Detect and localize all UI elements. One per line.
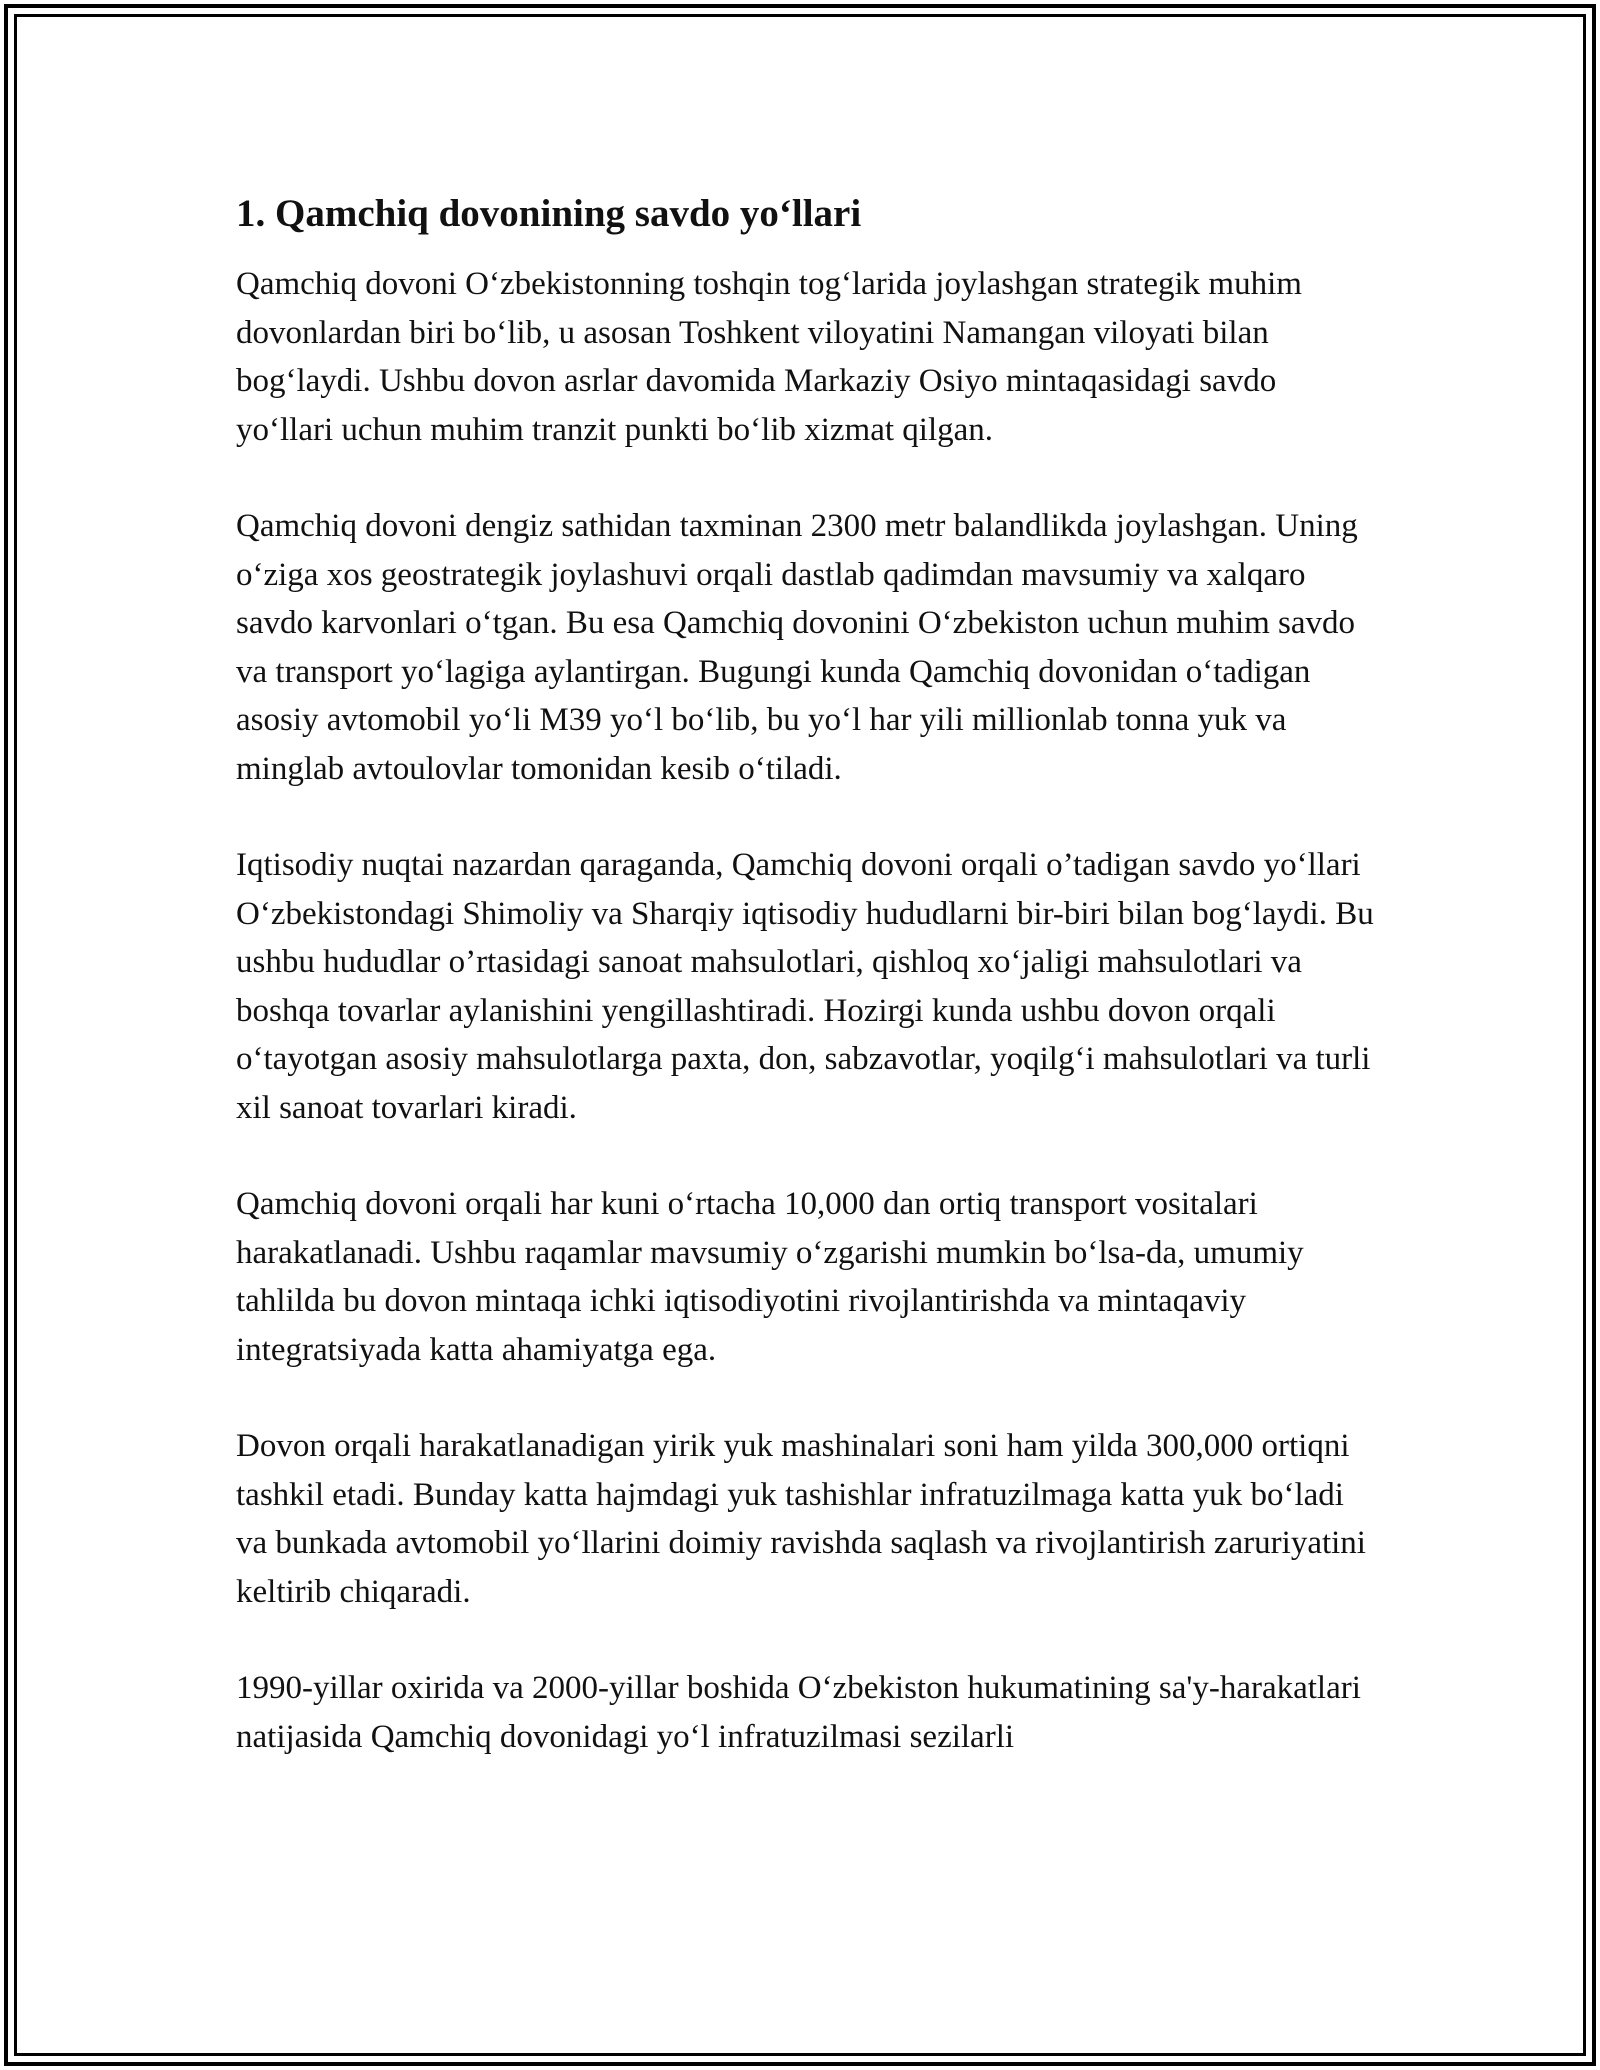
paragraph-5: Dovon orqali harakatlanadigan yirik yuk mashinalari soni ham yilda 300,000 ortiqni tashkil etadi. Bunday katta hajmdagi yuk tashishlar infratuzilmaga katta yuk bo‘ladi va bunkada avtomobil yo‘llarini doimiy ravishda saqlash va rivojlantirish zaruriyatini keltirib chiqaradi.: [236, 1428, 1366, 1610]
section-heading: 1. Qamchiq dovonining savdo yo‘llari: [236, 192, 862, 235]
paragraph-2: Qamchiq dovoni dengiz sathidan taxminan 2300 metr balandlikda joylashgan. Uning o‘ziga xos geostrategik joylashuvi orqali dastlab qadimdan mavsumiy va xalqaro savdo karvonlari o‘tgan. Bu esa Qamchiq dovonini O‘zbekiston uchun muhim savdo va transport yo‘lagiga aylantirgan. Bugungi kunda Qamchiq dovonidan o‘tadigan asosiy avtomobil yo‘li M39 yo‘l bo‘lib, bu yo‘l har yili millionlab tonna yuk va minglab avtoulovlar tomonidan kesib o‘tiladi.: [236, 508, 1358, 787]
paragraph-6: 1990-yillar oxirida va 2000-yillar boshida O‘zbekiston hukumatining sa'y-harakatlari natijasida Qamchiq dovonidagi yo‘l infratuzilmasi sezilarli: [236, 1670, 1361, 1755]
paragraph-1: Qamchiq dovoni O‘zbekistonning toshqin tog‘larida joylashgan strategik muhim dovonlardan biri bo‘lib, u asosan Toshkent viloyatini Namangan viloyati bilan bog‘laydi. Ushbu dovon asrlar davomida Markaziy Osiyo mintaqasidagi savdo yo‘llari uchun muhim tranzit punkti bo‘lib xizmat qilgan.: [236, 266, 1302, 448]
paragraph-4: Qamchiq dovoni orqali har kuni o‘rtacha 10,000 dan ortiq transport vositalari harakatlanadi. Ushbu raqamlar mavsumiy o‘zgarishi mumkin bo‘lsa-da, umumiy tahlilda bu dovon mintaqa ichki iqtisodiyotini rivojlantirishda va mintaqaviy integratsiyada katta ahamiyatga ega.: [236, 1186, 1304, 1368]
paragraph-3: Iqtisodiy nuqtai nazardan qaraganda, Qamchiq dovoni orqali o’tadigan savdo yo‘llari O‘zbekistondagi Shimoliy va Sharqiy iqtisodiy hududlarni bir-biri bilan bog‘laydi. Bu ushbu hududlar o’rtasidagi sanoat mahsulotlari, qishloq xo‘jaligi mahsulotlari va boshqa tovarlar aylanishini yengillashtiradi. Hozirgi kunda ushbu dovon orqali o‘tayotgan asosiy mahsulotlarga paxta, don, sabzavotlar, yoqilg‘i mahsulotlari va turli xil sanoat tovarlari kiradi.: [236, 847, 1374, 1126]
document-body: [236, 186, 1376, 1761]
